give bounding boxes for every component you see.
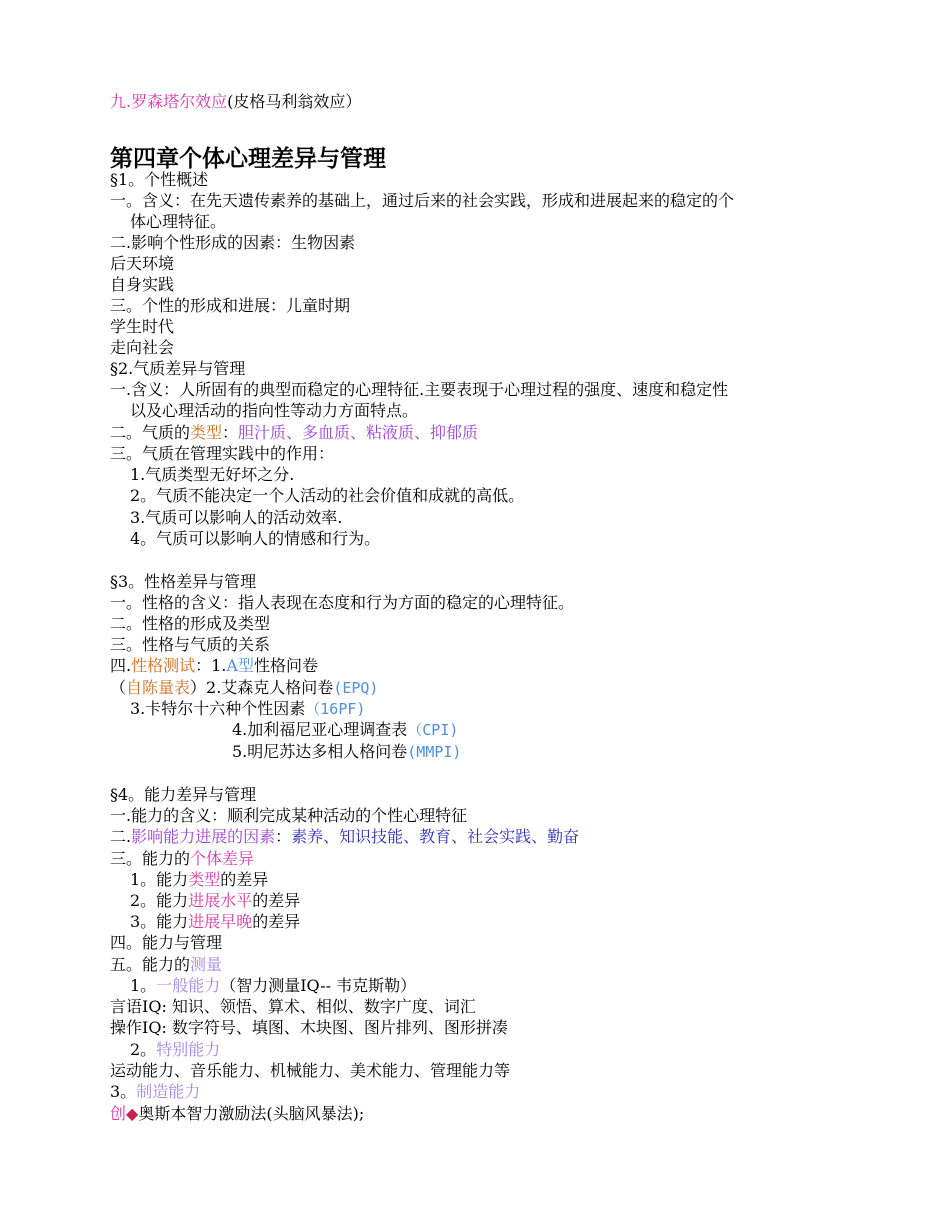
line: 自身实践: [110, 275, 175, 294]
highlight-term: 制造能力: [136, 1082, 201, 1101]
highlight-term: 个体差异: [190, 849, 255, 868]
list-item: 5.明尼苏达多相人格问卷(MMPI): [232, 742, 462, 761]
line: 一.含义：人所固有的典型而稳定的心理特征.主要表现于心理过程的强度、速度和稳定性: [110, 380, 729, 399]
section-heading-1: §1。个性概述: [110, 170, 209, 189]
list-item: 1。一般能力（智力测量IQ-- 韦克斯勒）: [130, 976, 417, 995]
list-item: 3.卡特尔十六种个性因素（16PF): [130, 699, 366, 718]
highlight-term: 特别能力: [156, 1040, 221, 1059]
item-nine: [110, 91, 361, 112]
line: 一。性格的含义：指人表现在态度和行为方面的稳定的心理特征。: [110, 593, 575, 612]
highlight-term: 进展早晚: [188, 912, 253, 931]
line: 学生时代: [110, 317, 175, 336]
line: 后天环境: [110, 254, 175, 273]
highlight-term: 测量: [190, 955, 223, 974]
line: 一.能力的含义：顺利完成某种活动的个性心理特征: [110, 806, 468, 825]
line: 三。气质在管理实践中的作用：: [110, 444, 335, 463]
line: 走向社会: [110, 338, 175, 357]
abbr: （CPI): [407, 721, 459, 739]
diamond-bullet-icon: ◆: [126, 1104, 139, 1123]
line: 四.性格测试：1.A型性格问卷: [110, 656, 318, 675]
line: 二.影响能力进展的因素：素养、知识技能、教育、社会实践、勤奋: [110, 827, 580, 846]
highlight-term: 罗森塔尔效应: [131, 92, 228, 111]
line: 操作IQ: 数字符号、填图、木块图、图片排列、图形拼凑: [110, 1018, 508, 1037]
line: 二。气质的类型：胆汁质、多血质、粘液质、抑郁质: [110, 423, 479, 442]
list-item: 3.气质可以影响人的活动效率.: [130, 508, 343, 527]
abbr: (MMPI): [407, 743, 462, 761]
chapter-title: 第四章个体心理差异与管理: [110, 146, 386, 172]
line: 五。能力的测量: [110, 955, 223, 974]
line: 二。性格的形成及类型: [110, 614, 271, 633]
line: 一。含义：在先天遗传素养的基础上，通过后来的社会实践，形成和进展起来的稳定的个: [110, 191, 735, 210]
list-item: 1。能力类型的差异: [130, 870, 269, 889]
line: （自陈量表）2.艾森克人格问卷(EPQ): [110, 678, 379, 697]
line: 三。性格与气质的关系: [110, 635, 271, 654]
line: 言语IQ: 知识、领悟、算术、相似、数字广度、词汇: [110, 997, 476, 1016]
list-item: 1.气质类型无好坏之分.: [130, 465, 295, 484]
list-item: 4。气质可以影响人的情感和行为。: [130, 529, 381, 548]
line: 以及心理活动的指向性等动力方面特点。: [130, 401, 419, 420]
list-item: 4.加利福尼亚心理调查表（CPI): [232, 720, 459, 739]
highlight-term: 性格测试: [131, 656, 196, 675]
list-item: 3。能力进展早晚的差异: [130, 912, 301, 931]
line: 体心理特征。: [130, 212, 227, 231]
highlight-term: 胆汁质、多血质、粘液质、抑郁质: [238, 423, 479, 442]
line: 二.影响个性形成的因素：生物因素: [110, 233, 356, 252]
item-text: (皮格马利翁效应）: [227, 92, 362, 111]
list-item: 2。能力进展水平的差异: [130, 891, 301, 910]
highlight-term: 一般能力: [156, 976, 221, 995]
line: 三。能力的个体差异: [110, 849, 255, 868]
highlight-term: 创: [110, 1104, 127, 1123]
highlight-term: 进展水平: [188, 891, 253, 910]
abbr: (EPQ): [333, 679, 379, 697]
section-heading-4: §4。能力差异与管理: [110, 785, 257, 804]
highlight-term: 影响能力进展的因素: [131, 827, 276, 846]
abbr: （16PF): [305, 700, 366, 718]
highlight-term: 类型: [188, 870, 221, 889]
line: 运动能力、音乐能力、机械能力、美术能力、管理能力等: [110, 1061, 511, 1080]
section-heading-2: §2.气质差异与管理: [110, 359, 246, 378]
list-item: 2。特别能力: [130, 1040, 221, 1059]
line: 三。个性的形成和进展：儿童时期: [110, 296, 351, 315]
line: 创◆奥斯本智力激励法(头脑风暴法);: [110, 1104, 365, 1123]
highlight-term: 自陈量表: [126, 678, 191, 697]
list-item: 2。气质不能决定一个人活动的社会价值和成就的高低。: [130, 486, 525, 505]
highlight-term: A型: [226, 656, 254, 675]
line: 3。制造能力: [110, 1082, 201, 1101]
highlight-term: 类型: [190, 423, 223, 442]
item-number: 九.: [110, 92, 132, 111]
line: 四。能力与管理: [110, 933, 223, 952]
section-heading-3: §3。性格差异与管理: [110, 572, 257, 591]
highlight-term: 素养、知识技能、教育、社会实践、勤奋: [291, 827, 580, 846]
